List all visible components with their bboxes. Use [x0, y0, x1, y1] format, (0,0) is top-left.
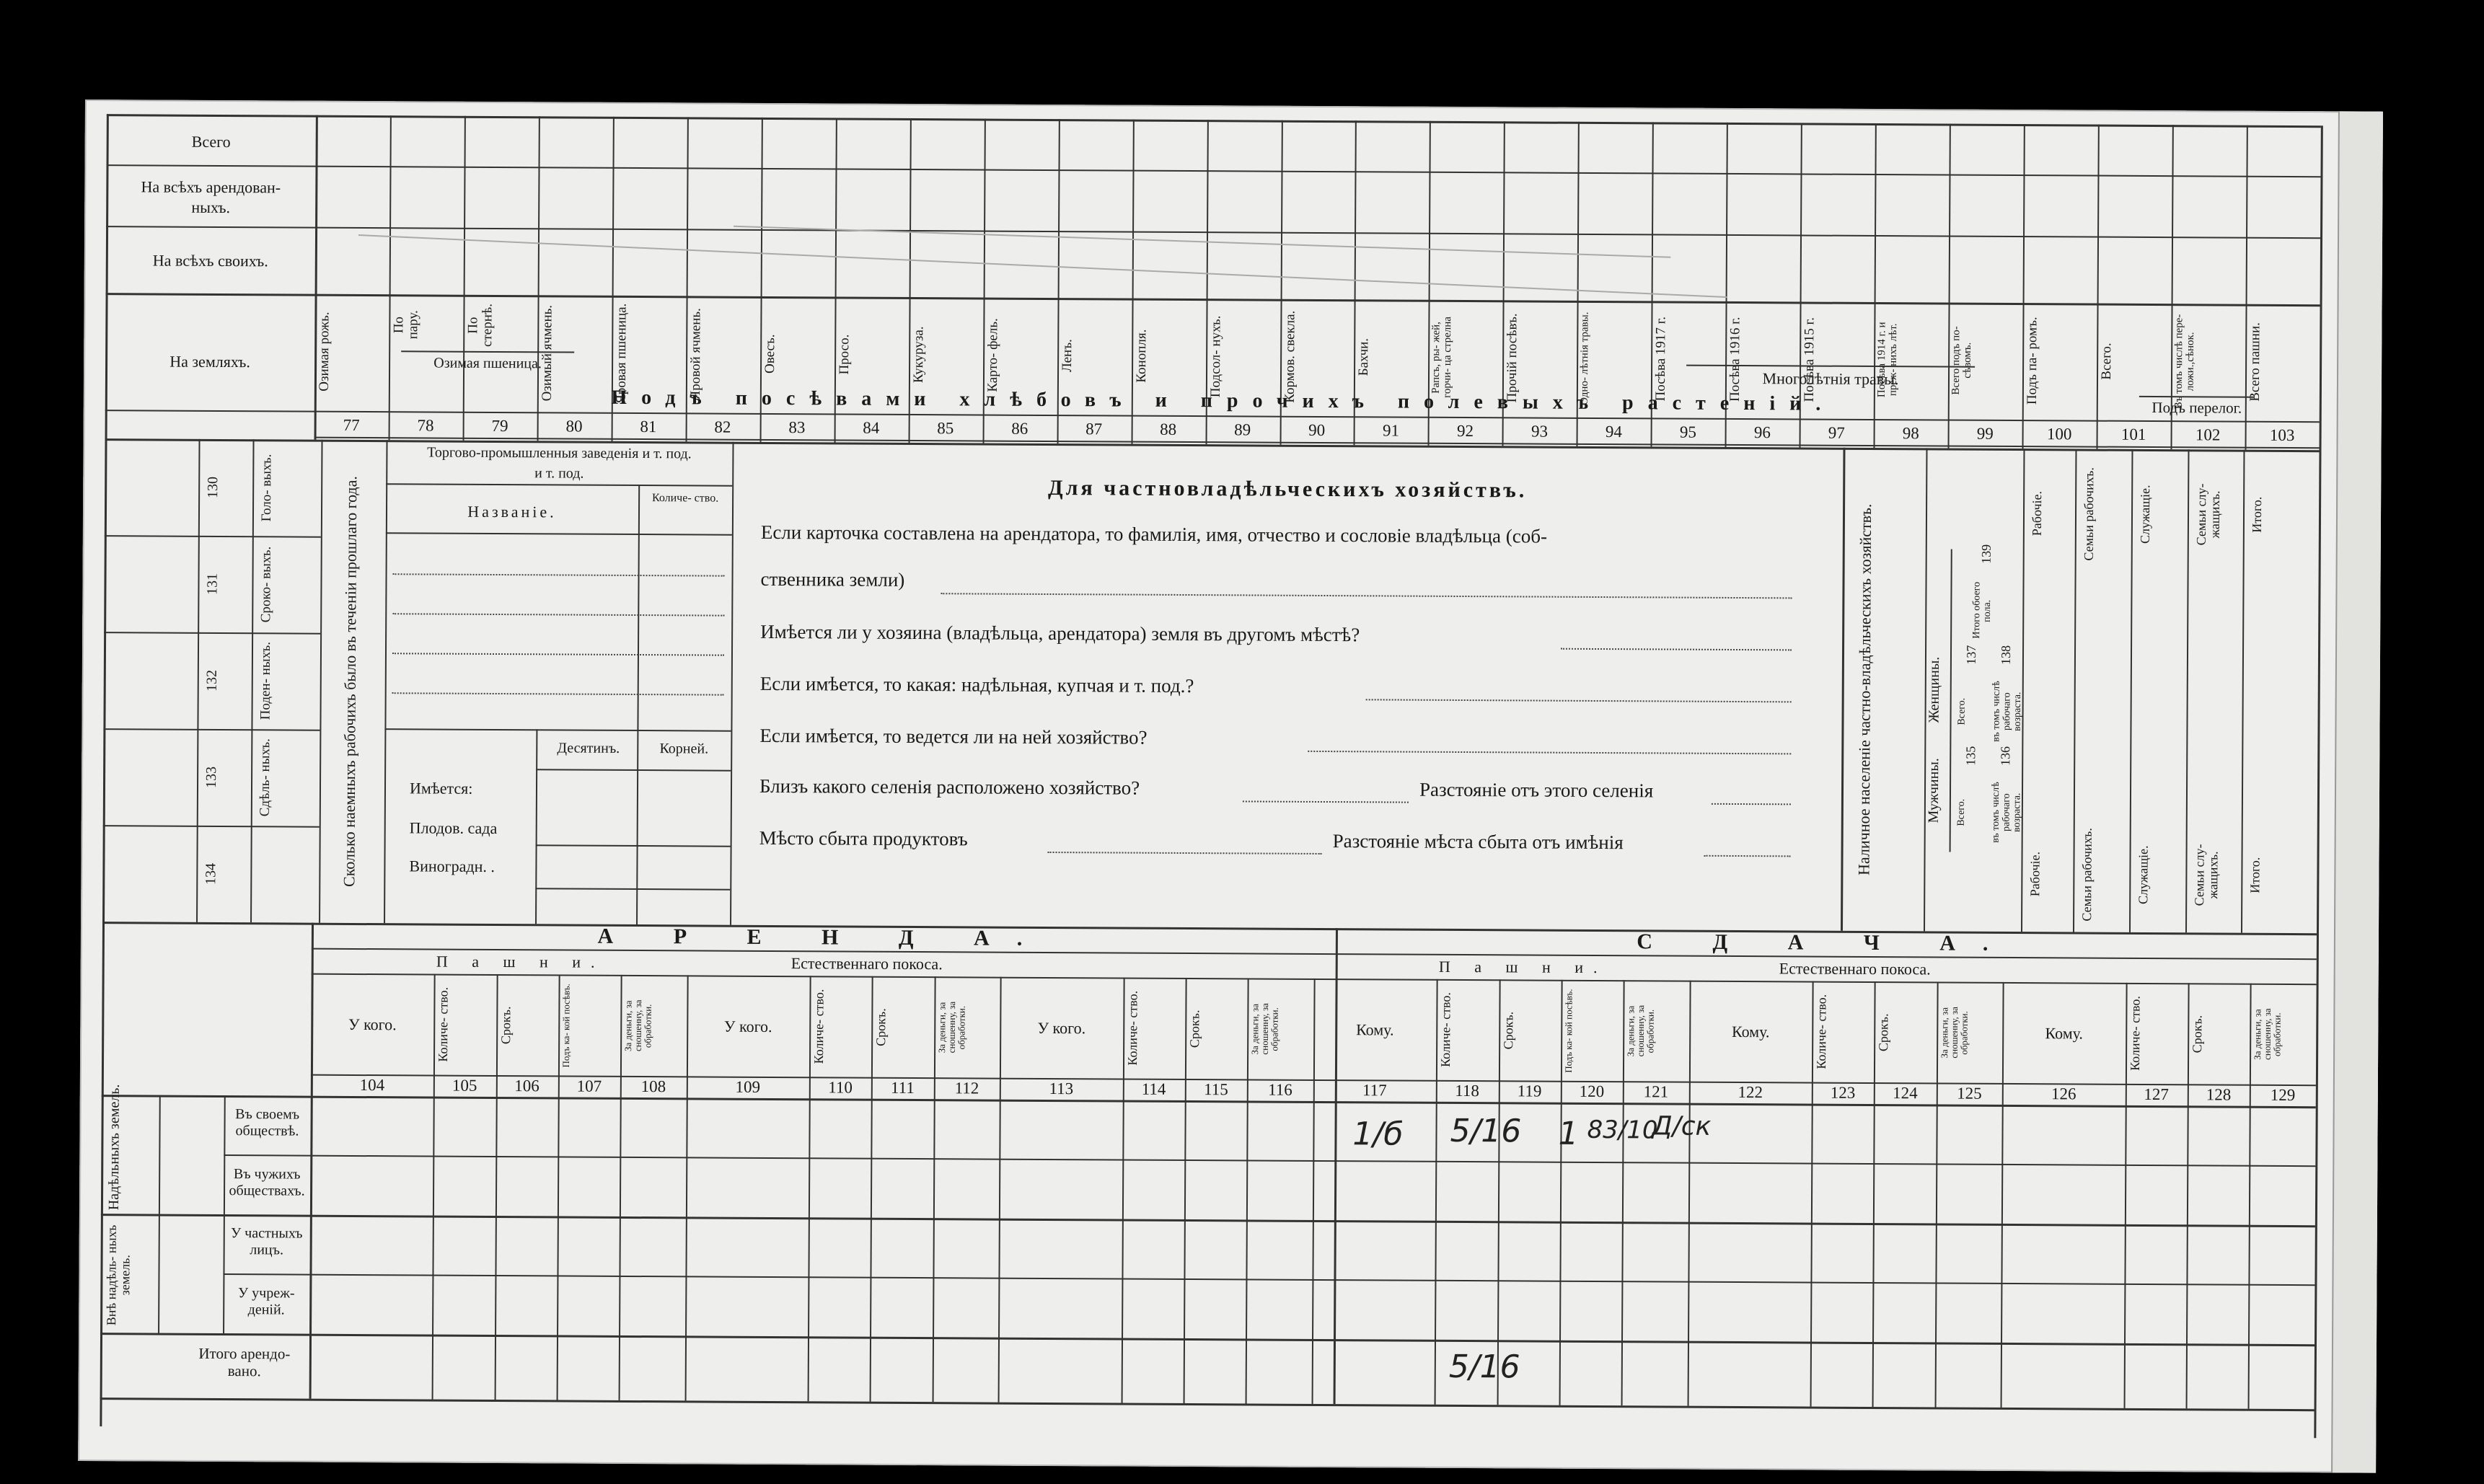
rule — [730, 442, 734, 925]
has-label: Имѣется: — [409, 779, 473, 798]
trade-title: Торгово-промышленныя заведенія и т. под. — [427, 444, 692, 462]
crop-col-number: 90 — [1308, 420, 1326, 440]
lease-col-label: Количе- ство. — [1438, 992, 1453, 1068]
lease-col-label: За деньги, за сношенну, за обработки. — [1625, 1005, 1657, 1057]
population-right-col-bottom: Семьи рабочихъ. — [2079, 827, 2095, 922]
crop-col-number: 94 — [1605, 423, 1623, 441]
lease-col-label: Срокъ. — [1876, 1013, 1891, 1051]
row-own-community: Въ своемъ обществѣ. — [235, 1106, 300, 1139]
rule — [386, 532, 732, 536]
lease-col-label: За деньги, за сношенну, за обработки. — [622, 999, 654, 1052]
lease-col-number: 121 — [1643, 1082, 1669, 1101]
lease-col-number: 127 — [2144, 1085, 2169, 1104]
fill-line — [1048, 852, 1322, 854]
rule — [309, 923, 314, 1399]
crop-col-number: 91 — [1382, 421, 1400, 440]
crop-col-number: 81 — [640, 418, 657, 436]
row-private-persons: У частныхъ лицъ. — [230, 1225, 303, 1258]
crop-col-label: Посѣва 1917 г. — [1653, 316, 1669, 402]
lease-col-label: Кому. — [2045, 1024, 2084, 1043]
crop-col-label: Ленъ. — [1059, 339, 1075, 373]
crop-col-number: 78 — [417, 416, 434, 435]
q2-text: Имѣется ли у хозяина (владѣльца, арендатора) земля въ другомъ мѣстѣ? — [760, 620, 1360, 646]
page-fold-edge — [2331, 111, 2383, 1472]
fill-line — [1308, 751, 1791, 755]
fill-line — [1712, 803, 1791, 805]
handwritten-note: 83/10 — [1587, 1115, 1658, 1145]
crop-col-number: 103 — [2269, 425, 2295, 445]
lease-col-number: 123 — [1830, 1083, 1856, 1102]
crop-col-label: Посѣва 1914 г. и преж- нихъ лѣт. — [1876, 322, 1900, 398]
lease-col-number: 117 — [1362, 1081, 1387, 1100]
rule — [107, 164, 2321, 177]
workers-question: Сколько наемныхъ рабочихъ было въ теченіи прошлаго года. — [340, 475, 361, 887]
census-card-sheet — [78, 100, 2383, 1473]
rule — [536, 769, 731, 771]
population-col-label: въ томъ числѣ рабочаго возраста. — [1991, 681, 2024, 743]
lease-col-label: Срокъ. — [2190, 1015, 2205, 1054]
lease-col-label: Количе- ство. — [811, 989, 827, 1064]
population-col-number: 139 — [1978, 544, 1994, 565]
lease-col-number: 126 — [2051, 1085, 2076, 1103]
rule — [100, 1397, 2315, 1411]
crop-col-label: Прочій посѣвъ. — [1505, 313, 1520, 403]
crop-col-label: По пару. — [391, 310, 421, 340]
arenda-header: А Р Е Н Д А. — [597, 924, 1050, 951]
lease-col-number: 104 — [359, 1076, 385, 1095]
nadel-lands-label: Надѣльныхъ земель. — [105, 1084, 123, 1211]
q1-text: Если карточка составлена на арендатора, то фамилія, имя, отчество и сословіе владѣльца (соб- — [760, 521, 1548, 547]
population-right-col: Итого. — [2249, 496, 2265, 533]
population-col-number: 136 — [1998, 746, 2013, 767]
population-col-number: 137 — [1963, 645, 1979, 666]
lease-col-number: 119 — [1517, 1082, 1542, 1100]
crop-col-number: 93 — [1531, 422, 1549, 441]
lease-col-number: 113 — [1049, 1079, 1074, 1098]
crop-col-label: Одно- лѣтнія травы. — [1579, 312, 1591, 405]
fill-line — [392, 613, 724, 616]
men-label: Мужчины. — [1925, 758, 1942, 823]
crop-col-number: 101 — [2120, 425, 2146, 443]
crop-col-label: По стернѣ. — [465, 303, 496, 347]
lease-col-number: 112 — [954, 1079, 979, 1097]
livestock-label: Сроко- выхъ. — [258, 546, 274, 623]
lease-col-label: Кому. — [1731, 1022, 1770, 1041]
rule — [105, 535, 321, 538]
crop-col-number: 98 — [1902, 424, 1919, 443]
rule — [103, 728, 320, 731]
lease-col-label: Количе- ство. — [1124, 991, 1140, 1066]
crop-col-label: Кукуруза. — [910, 326, 927, 384]
lease-col-label: За деньги, за сношенну, за обработки. — [2252, 1008, 2283, 1061]
trade-name-col: Названіе. — [467, 502, 557, 521]
crop-col-label: Всего. — [2099, 342, 2115, 380]
pencil-line — [358, 234, 1727, 298]
crop-col-number: 77 — [343, 415, 360, 434]
q3-text: Если имѣется, то какая: надѣльная, купчая и т. под.? — [759, 672, 1194, 697]
population-title: Наличное населеніе частно-владѣльческихъ хозяйствъ. — [1854, 503, 1875, 875]
rule — [535, 729, 537, 924]
trade-qty-col: Количе- ство. — [651, 492, 719, 505]
crop-col-number: 79 — [491, 416, 508, 436]
livestock-label: Сдѣль- ныхъ. — [257, 738, 273, 817]
livestock-number: 134 — [203, 862, 219, 885]
lease-col-number: 120 — [1579, 1082, 1605, 1101]
crop-col-label: Яровая пшеница. — [613, 303, 630, 404]
q4-text: Если имѣется, то ведется ли на ней хозяйство? — [759, 724, 1148, 748]
lease-col-number: 122 — [1738, 1083, 1763, 1102]
crop-col-label: Всего подъ по- сѣвомъ. — [1950, 325, 1974, 395]
lease-col-label: Кому. — [1356, 1020, 1394, 1039]
rule — [2185, 449, 2190, 932]
vineyard-label: Виноградн. . — [409, 857, 495, 875]
handwritten-note: 5/16 — [1450, 1112, 1522, 1150]
lease-col-label: Срокъ. — [498, 1006, 513, 1044]
fallow-group: Подъ перелог. — [2152, 399, 2242, 417]
crop-col-label: Рапсъ, ры- жей, горчи- ца стрелна — [1430, 317, 1454, 399]
rule — [1950, 549, 1952, 852]
lease-col-label: За деньги, за сношенну, за обработки. — [1249, 1003, 1281, 1055]
row-label-own: На всѣхъ своихъ. — [152, 251, 268, 270]
population-right-col: Семьи слу- жащихъ. — [2193, 483, 2223, 546]
q6-distance: Разстояніе мѣста сбыта отъ имѣнія — [1332, 830, 1624, 854]
crop-col-number: 89 — [1234, 420, 1251, 439]
perennial-grasses-group: Многолѣтнія травы. — [1762, 369, 1899, 389]
crop-col-number: 88 — [1160, 420, 1177, 438]
arenda-pokos: Естественнаго покоса. — [790, 954, 943, 973]
crop-col-number: 95 — [1679, 423, 1696, 441]
rule — [103, 825, 320, 828]
population-col-number: 138 — [1998, 645, 2014, 666]
crop-col-label: Просо. — [836, 334, 853, 375]
row-total-leased: Итого арендо- вано. — [198, 1344, 291, 1380]
crop-col-label: Озимый ячмень. — [539, 304, 555, 402]
lease-col-number: 118 — [1455, 1081, 1480, 1100]
livestock-label: Поден- ныхъ. — [257, 642, 274, 720]
row-institutions: У учреж- деній. — [237, 1285, 295, 1318]
rule — [104, 632, 320, 635]
fill-line — [392, 692, 724, 695]
lease-col-number: 124 — [1893, 1084, 1918, 1103]
crop-col-label: Бахчи. — [1356, 338, 1372, 376]
handwritten-note: 1/б — [1352, 1116, 1404, 1153]
sdacha-pokos: Естественнаго покоса. — [1779, 959, 1931, 979]
population-col-label: Всего. — [1955, 798, 1967, 826]
lease-col-number: 105 — [452, 1076, 477, 1095]
fill-line — [392, 653, 724, 655]
lease-col-number: 106 — [514, 1077, 539, 1095]
crop-col-label: Конопля. — [1133, 329, 1149, 383]
rule — [2241, 450, 2245, 933]
lease-col-label: Подъ ка- кой посѣвъ. — [560, 983, 572, 1068]
crop-col-label: Овесъ. — [762, 334, 778, 374]
orchard-label: Плодов. сада — [409, 818, 498, 838]
rule — [637, 485, 640, 730]
lease-col-number: 109 — [735, 1077, 761, 1096]
q6-text: Мѣсто сбыта продуктовъ — [759, 826, 968, 850]
rule — [107, 114, 2321, 128]
rule — [1334, 928, 1338, 1404]
crop-col-label: Подсол- нухъ. — [1207, 315, 1224, 398]
sdacha-pashni: П а ш н и. — [1438, 957, 1608, 977]
lease-col-number: 108 — [640, 1077, 666, 1096]
dessiatin-col: Десятинъ. — [557, 740, 620, 756]
women-label: Женщины. — [1926, 656, 1942, 723]
crop-col-number: 86 — [1011, 419, 1029, 438]
fill-line — [1704, 855, 1791, 857]
lease-col-label: Срокъ. — [1500, 1011, 1515, 1050]
rule — [388, 115, 391, 440]
rule — [106, 226, 2320, 239]
crop-col-label: Посѣва 1916 г. — [1727, 317, 1743, 402]
lease-col-label: Срокъ. — [1187, 1010, 1202, 1048]
crop-col-number: 84 — [863, 418, 880, 437]
population-right-col-bottom: Служащіе. — [2136, 845, 2151, 904]
crop-col-number: 96 — [1753, 423, 1771, 442]
row-other-community: Въ чужихъ обществахъ. — [229, 1166, 305, 1199]
crops-banner: Подъ посѣвами хлѣбовъ и прочихъ полевыхъ растеній. — [611, 386, 1836, 415]
fill-line — [393, 573, 725, 576]
rule — [384, 440, 388, 923]
population-right-col: Служащіе. — [2137, 485, 2153, 544]
livestock-number: 131 — [204, 573, 221, 595]
crop-col-number: 82 — [714, 418, 731, 436]
crop-col-number: 87 — [1085, 420, 1103, 438]
sdacha-header: С Д А Ч А. — [1637, 929, 2016, 956]
population-right-col: Семьи рабочихъ. — [2081, 467, 2097, 561]
rule — [386, 483, 732, 487]
row-label-lands: На земляхъ. — [169, 352, 250, 371]
rule — [1841, 448, 1846, 931]
lease-col-number: 115 — [1204, 1080, 1228, 1099]
pencil-line — [734, 226, 1670, 258]
fill-line — [1243, 800, 1409, 803]
crop-col-label: Въ томъ числѣ пере- ложи.,сѣнок. — [2172, 314, 2197, 410]
fill-line — [1561, 648, 1792, 651]
lease-col-number: 128 — [2206, 1085, 2232, 1104]
arenda-pashni: П а ш н и. — [436, 952, 605, 971]
lease-col-label: За деньги, за сношенну, за обработки. — [1938, 1007, 1970, 1059]
rule — [250, 439, 255, 922]
rule — [2021, 449, 2025, 932]
lease-col-label: Количе- ство. — [436, 987, 451, 1063]
lease-col-number: 125 — [1957, 1084, 1982, 1103]
population-col-label: въ томъ числѣ рабочаго возраста. — [1990, 782, 2023, 844]
population-col-number: 135 — [1963, 746, 1978, 767]
handwritten-total: 5/16 — [1448, 1348, 1520, 1386]
crop-col-number: 85 — [937, 419, 954, 438]
lease-col-label: Подъ ка- кой посѣвъ. — [1562, 989, 1574, 1073]
row-label-total: Всего — [191, 132, 231, 151]
crop-col-label: Карто- фель. — [985, 318, 1001, 392]
rule — [401, 350, 574, 353]
crop-col-label: Яровой ячмень. — [687, 307, 704, 400]
q1-text-2: ственника земли) — [760, 567, 905, 591]
lease-col-number: 110 — [828, 1078, 853, 1097]
livestock-label — [257, 833, 316, 915]
private-title: Для частновладѣльческихъ хозяйствъ. — [1048, 475, 1528, 503]
rule — [536, 844, 731, 847]
crop-col-number: 92 — [1456, 421, 1474, 441]
rule — [535, 888, 730, 890]
population-right-col-bottom: Рабочіе. — [2027, 851, 2043, 897]
livestock-number: 133 — [203, 766, 220, 788]
rule — [384, 728, 731, 732]
lease-col-label: У кого. — [1037, 1018, 1086, 1038]
crop-col-label: Кормов. свекла. — [1282, 310, 1298, 403]
roots-col: Корней. — [659, 741, 709, 757]
lease-col-number: 114 — [1141, 1079, 1166, 1098]
population-col-label: Итого обоего пола. — [1971, 582, 1994, 640]
crop-col-number: 99 — [1976, 424, 1994, 443]
rule — [636, 730, 638, 924]
crop-col-number: 100 — [2046, 425, 2072, 443]
population-right-col: Рабочіе. — [2029, 490, 2045, 536]
population-right-col-bottom: Семьи слу- жащихъ. — [2192, 844, 2221, 906]
crop-col-number: 83 — [788, 418, 806, 437]
rule — [196, 439, 201, 922]
lease-col-number: 116 — [1268, 1080, 1292, 1099]
fill-line — [1366, 699, 1792, 702]
lease-col-label: За деньги, за сношенну, за обработки. — [935, 1002, 967, 1054]
crop-col-number: 97 — [1828, 423, 1845, 442]
fill-line — [941, 593, 1792, 599]
handwritten-note: Д/ск — [1652, 1111, 1712, 1141]
row-label-leased-2: ныхъ. — [191, 198, 231, 217]
winter-wheat-group: Озимая пшеница. — [433, 355, 542, 372]
livestock-number: 132 — [203, 669, 220, 692]
crop-col-number: 80 — [565, 417, 583, 436]
lease-col-label: Количе- ство. — [2127, 996, 2143, 1072]
outside-nadel-label: Внѣ надѣль- ныхъ земель. — [104, 1224, 133, 1326]
q5-text: Близъ какого селенія расположено хозяйство? — [759, 774, 1140, 799]
handwritten-note: 1 — [1558, 1115, 1579, 1152]
lease-col-label: Количе- ство. — [1814, 994, 1829, 1070]
crop-col-label: Подъ па- ромъ. — [2024, 317, 2040, 405]
q5-distance: Разстояніе отъ этого селенія — [1419, 778, 1654, 802]
population-right-col-bottom: Итого. — [2247, 857, 2263, 893]
lease-col-label: У кого. — [723, 1017, 772, 1036]
trade-title-2: и т. под. — [534, 465, 584, 482]
population-col-label: Всего. — [1956, 697, 1968, 725]
crop-col-label: Посѣва 1915 г. — [1802, 317, 1818, 402]
rule — [319, 440, 323, 923]
lease-col-label: Срокъ. — [873, 1007, 889, 1046]
crop-col-label: Озимая рожь. — [316, 312, 332, 392]
row-label-leased: На всѣхъ арендован- — [141, 177, 281, 197]
lease-col-number: 111 — [891, 1078, 915, 1097]
livestock-label: Голо- выхъ. — [258, 454, 275, 522]
rule — [2129, 449, 2133, 932]
crop-col-label: Всего пашни. — [2247, 322, 2263, 402]
livestock-number: 130 — [205, 476, 221, 498]
lease-col-label: У кого. — [348, 1015, 397, 1034]
lease-col-number: 129 — [2270, 1085, 2296, 1105]
lease-col-number: 107 — [576, 1077, 602, 1095]
crop-col-number: 102 — [2195, 425, 2221, 444]
